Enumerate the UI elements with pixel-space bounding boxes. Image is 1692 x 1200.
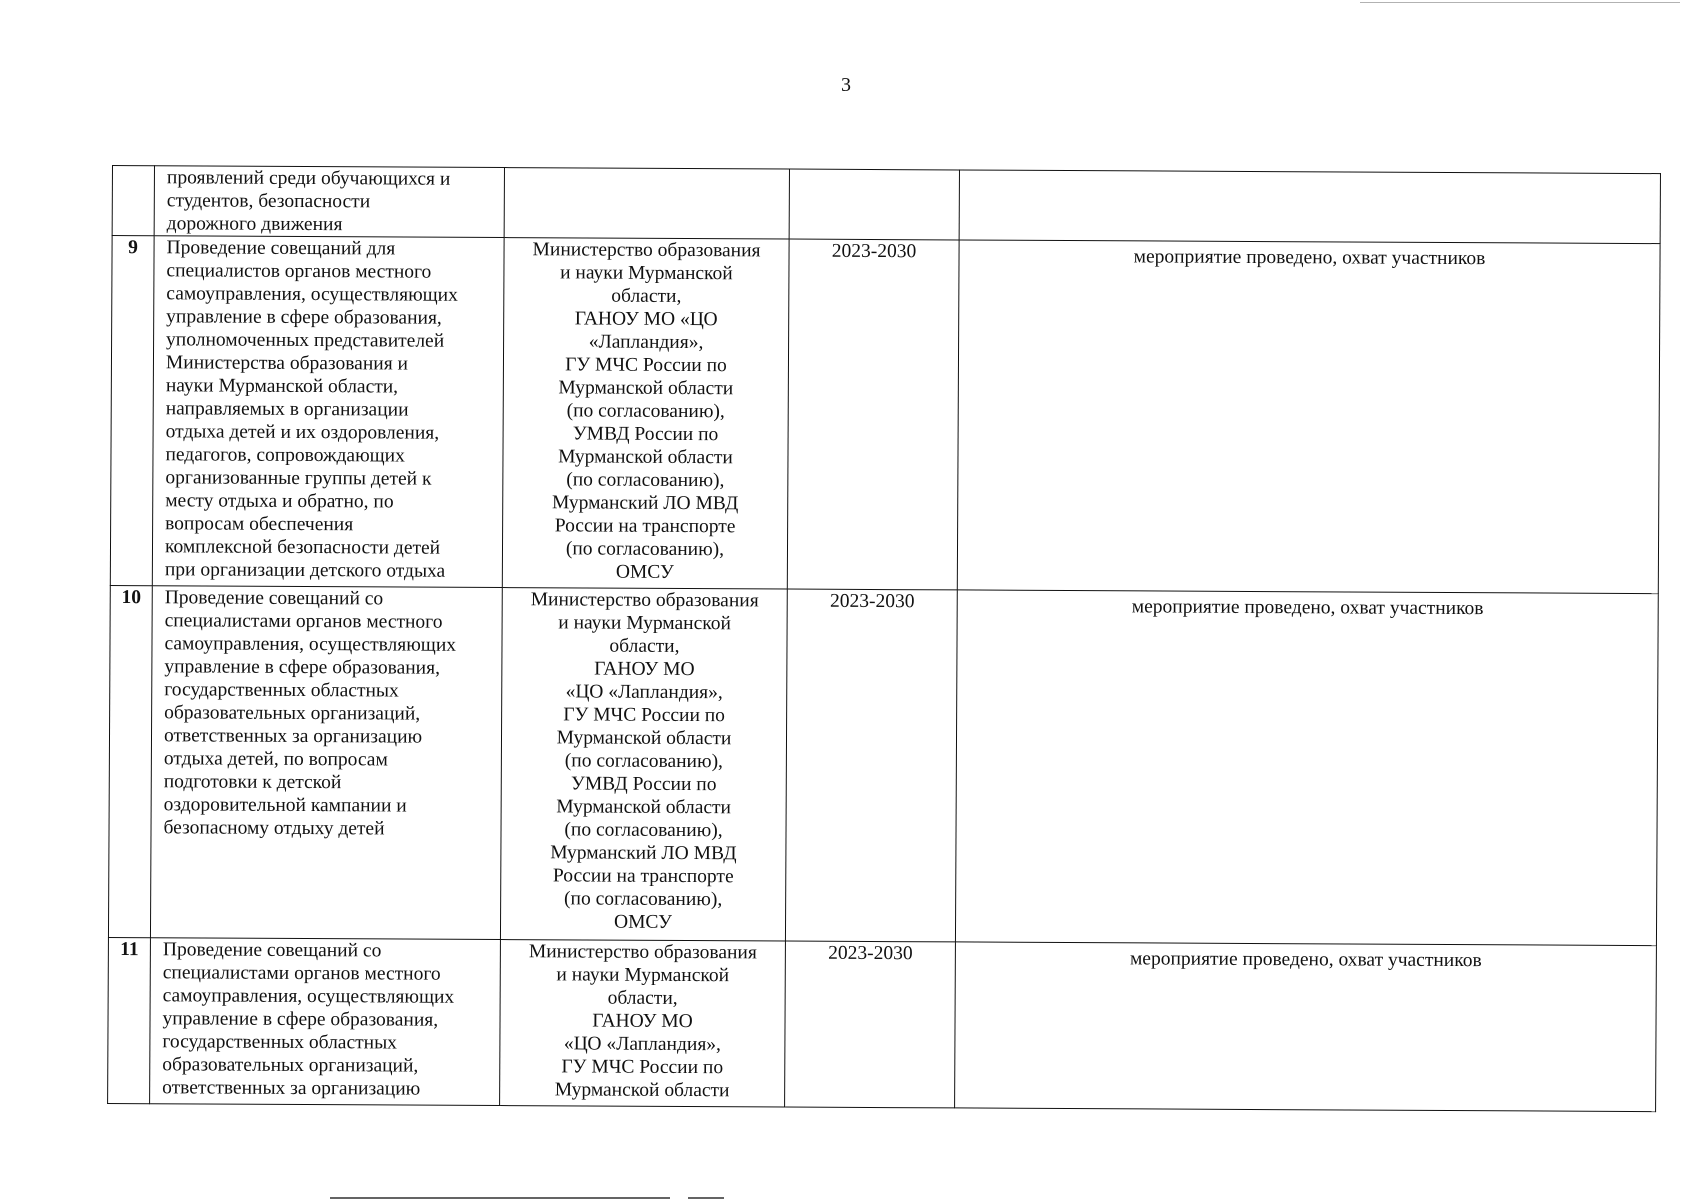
- table-row: [110, 236, 1660, 594]
- table-row: [108, 937, 1657, 1111]
- activity-name-cell: Проведение совещаний со специалистами органов местного самоуправления, осуществляющих управление в сфере образования, государственных областных образовательных организаций, ответственных за организацию отдыха детей, по вопросам подготовки к детской оздоровительной кампании и безопасному отдыху детей: [150, 586, 502, 940]
- executors-cell: Министерство образования и науки Мурманской области, ГАНОУ МО «ЦО «Лапландия», ГУ МЧС России по Мурманской области (по согласованию), УМВД России по Мурманской области (по согласованию), Мурманский ЛО МВД России на транспорте (по согласованию), ОМСУ: [500, 588, 787, 941]
- table-row: [108, 585, 1658, 945]
- executors-cell: Министерство образования и науки Мурманской области, ГАНОУ МО «ЦО «Лапландия», ГУ МЧС России по Мурманской области (по согласованию), УМВД России по Мурманской области (по согласованию), Мурманский ЛО МВД России на транспорте (по согласованию), ОМСУ: [502, 238, 789, 589]
- row-number-cell: 11: [108, 937, 151, 1103]
- row-number-cell: 9: [110, 236, 154, 586]
- executors-cell: Министерство образования и науки Мурманской области, ГАНОУ МО «ЦО «Лапландия», ГУ МЧС России по Мурманской области: [500, 940, 786, 1107]
- executors-cell: [504, 168, 789, 239]
- term-cell: 2023-2030: [787, 239, 959, 590]
- scan-artifact-bottom: [330, 1197, 670, 1199]
- term-cell: [789, 169, 959, 240]
- result-cell: [959, 170, 1660, 244]
- activities-table: [107, 165, 1661, 1112]
- activity-name-cell: Проведение совещаний для специалистов органов местного самоуправления, осуществляющих управление в сфере образования, уполномоченных представителей Министерства образования и науки Мурманской области, направляемых в организации отдыха детей и их оздоровления, педагогов, сопровождающих организованные группы детей к месту отдыха и обратно, по вопросам обеспечения комплексной безопасности детей при организации детского отдыха: [152, 236, 504, 588]
- row-number-cell: 10: [108, 585, 152, 937]
- page-number: 3: [841, 74, 851, 96]
- term-cell: 2023-2030: [785, 941, 956, 1108]
- term-cell: 2023-2030: [785, 589, 957, 942]
- activity-name-cell: Проведение совещаний со специалистами органов местного самоуправления, осуществляющих управление в сфере образования, государственных областных образовательных организаций, ответственных за организацию: [150, 938, 501, 1106]
- activity-name-cell: проявлений среди обучающихся и студентов, безопасности дорожного движения: [154, 166, 504, 238]
- result-cell: мероприятие проведено, охват участников: [957, 240, 1660, 594]
- scan-artifact-bottom-small: [688, 1197, 724, 1199]
- table-row-continued: [112, 166, 1660, 244]
- scan-artifact-top-right: [1360, 2, 1680, 3]
- row-number-cell: [112, 166, 154, 236]
- result-cell: мероприятие проведено, охват участников: [955, 942, 1657, 1112]
- result-cell: мероприятие проведено, охват участников: [955, 590, 1658, 946]
